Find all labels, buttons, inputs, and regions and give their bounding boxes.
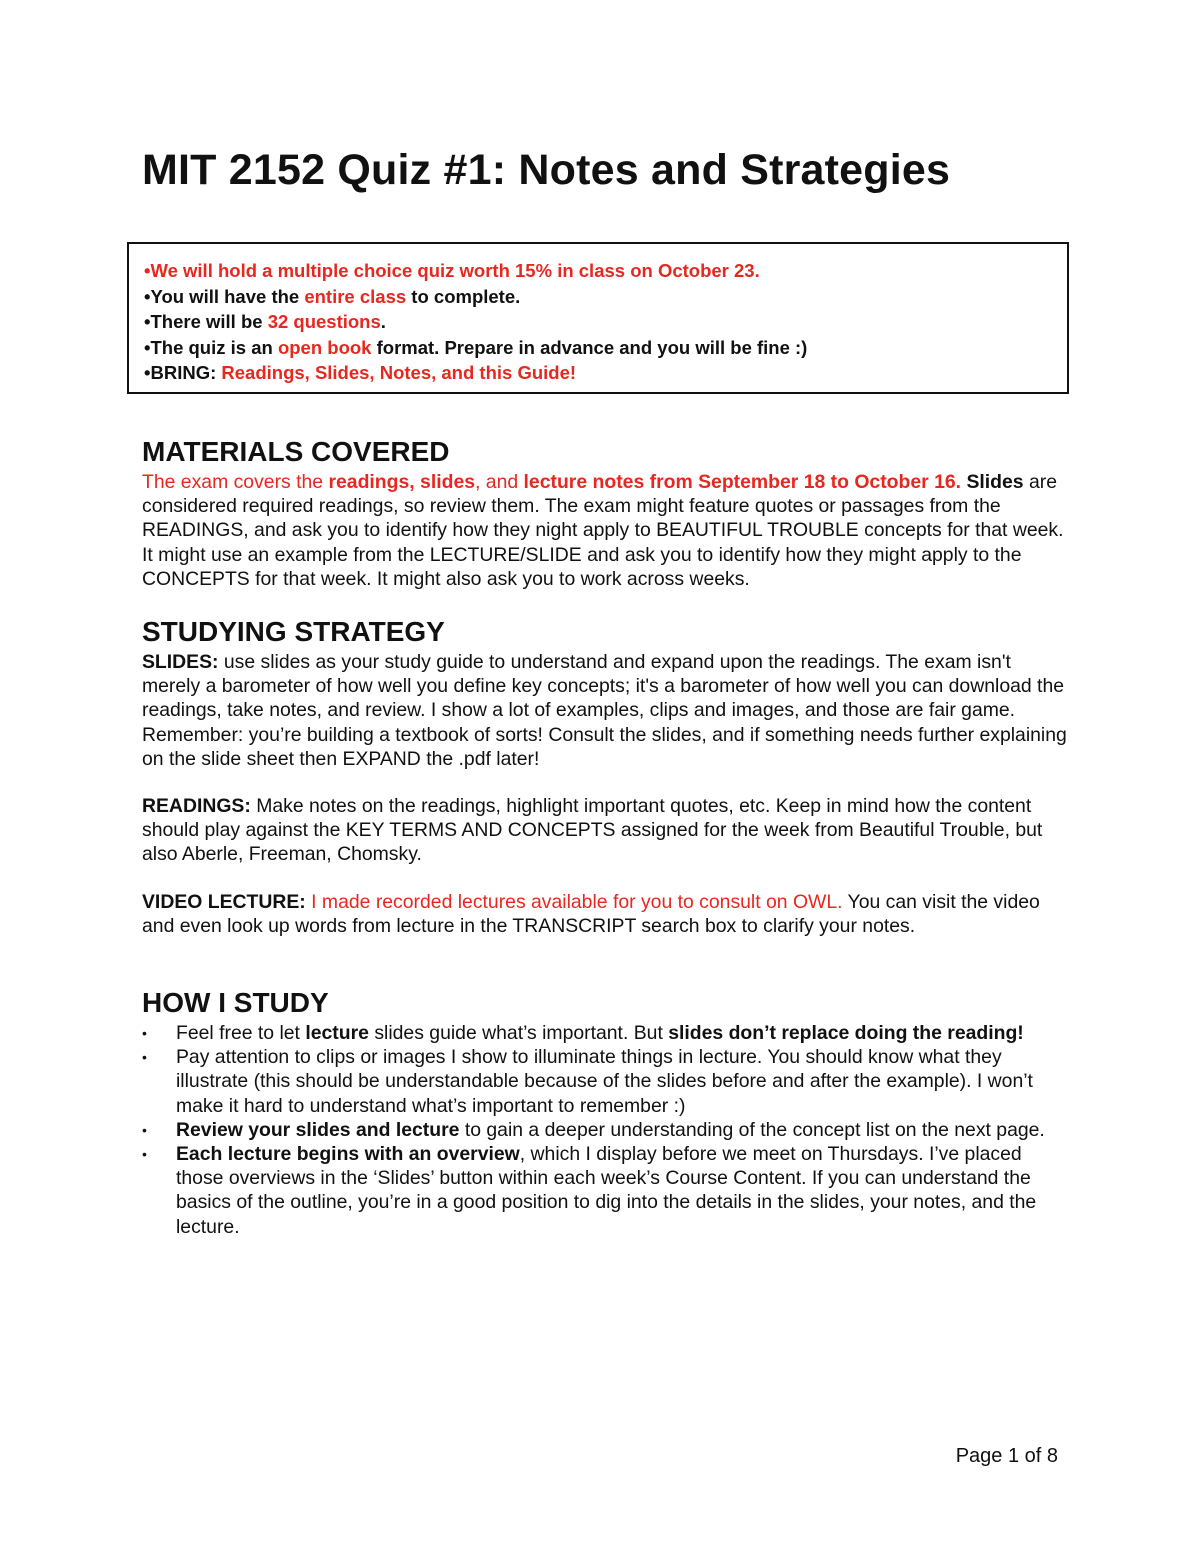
bullet-icon: • [142, 1025, 147, 1042]
info-text: •The quiz is an [144, 336, 278, 358]
info-highlight: 32 questions [267, 311, 381, 332]
list-text-bold: slides don’t replace doing the reading! [668, 1022, 1024, 1045]
document-body [142, 434, 1072, 1239]
list-item [142, 1118, 1072, 1142]
materials-text-red: , and [475, 471, 524, 493]
list-item [142, 1045, 1072, 1118]
video-label: VIDEO LECTURE: [142, 890, 306, 913]
video-text: You can visit the video and even look up words from lecture in the TRANSCRIPT search box to clarify your notes. [142, 890, 1040, 937]
info-text: •There will be [144, 311, 268, 332]
info-text: •BRING: [144, 362, 222, 383]
info-highlight: entire class [304, 285, 407, 307]
list-text: Feel free to let [176, 1022, 306, 1045]
bullet-icon: • [142, 1121, 147, 1138]
strategy-video-paragraph [142, 890, 1072, 938]
list-text-bold: lecture [305, 1022, 369, 1045]
list-text: , which I display before we meet on Thursdays. I’ve placed those overviews in the ‘Slides’ button within each week’s Course Content. If you can understand the basics of the outline, you’re in a good position to dig into the details in the slides, your notes, and the lecture. [176, 1143, 1037, 1238]
howistudy-list [142, 1021, 1072, 1239]
page-number: Page 1 of 8 [955, 1445, 1058, 1467]
readings-text: Make notes on the readings, highlight important quotes, etc. Keep in mind how the content should play against the KEY TERMS AND CONCEPTS assigned for the week from Beautiful Trouble, but also Aberle, Freeman, Chomsky. [142, 795, 1043, 866]
materials-text-red-bold: lecture notes from September 18 to October 16. [523, 471, 962, 493]
info-line-bring [144, 360, 1067, 386]
materials-text: are considered required readings, so review them. The exam might feature quotes or passages from the READINGS, and ask you to identify how they night apply to BEAUTIFUL TROUBLE concepts for that week. It might use an example from the LECTURE/SLIDE and ask you to identify how they might apply to the CONCEPTS for that week. It might also ask you to work across weeks. [142, 471, 1064, 590]
spacer [142, 867, 1072, 890]
slides-label: SLIDES: [142, 651, 219, 674]
materials-text-red: The exam covers the [142, 471, 329, 493]
info-text: to complete. [406, 285, 521, 307]
spacer [142, 771, 1072, 794]
quiz-info-box [127, 242, 1069, 394]
video-text-red: I made recorded lectures available for you to consult on OWL. [305, 890, 843, 913]
spacer [142, 938, 1072, 985]
howistudy-heading: HOW I STUDY [142, 987, 329, 1019]
strategy-readings-paragraph [142, 794, 1072, 867]
info-line-duration [144, 284, 1067, 310]
info-text: •You will have the [144, 285, 305, 307]
info-text: format. Prepare in advance and you will be fine :) [371, 336, 808, 358]
info-line-date: •We will hold a multiple choice quiz worth 15% in class on October 23. [144, 260, 760, 281]
page-title: MIT 2152 Quiz #1: Notes and Strategies [142, 146, 951, 194]
list-item [142, 1021, 1072, 1045]
list-text: to gain a deeper understanding of the concept list on the next page. [459, 1118, 1045, 1141]
materials-text-bold: Slides [966, 471, 1024, 493]
list-text: Pay attention to clips or images I show to illuminate things in lecture. You should know what they illustrate (this should be understandable because of the slides before and after the example). I won’t make it hard to understand what’s important to remember :) [176, 1046, 1033, 1117]
info-highlight: open book [277, 336, 372, 358]
bullet-icon: • [142, 1146, 147, 1163]
readings-label: READINGS: [142, 795, 251, 818]
info-text: . [380, 311, 386, 332]
list-text-bold: Review your slides and lecture [176, 1118, 460, 1141]
strategy-slides-paragraph [142, 650, 1072, 771]
materials-text-red-bold: readings, slides [328, 471, 476, 493]
list-text: slides guide what’s important. But [368, 1022, 669, 1045]
slides-text: use slides as your study guide to understand and expand upon the readings. The exam isn't merely a barometer of how well you define key concepts; it's a barometer of how well you can download the readings, take notes, and review. I show a lot of examples, clips and images, and those are fair game. Remember: you’re building a textbook of sorts! Consult the slides, and if something needs further explaining on the slide sheet then EXPAND the .pdf later! [142, 651, 1067, 770]
info-highlight: Readings, Slides, Notes, and this Guide! [221, 362, 577, 383]
strategy-heading: STUDYING STRATEGY [142, 616, 445, 648]
list-text-bold: Each lecture begins with an overview [176, 1143, 520, 1166]
bullet-icon: • [142, 1049, 147, 1066]
spacer [142, 591, 1072, 614]
info-line-format [144, 335, 1067, 361]
info-line-questions [144, 309, 1067, 335]
materials-paragraph [142, 470, 1072, 591]
list-item [142, 1142, 1072, 1239]
materials-heading: MATERIALS COVERED [142, 436, 450, 467]
